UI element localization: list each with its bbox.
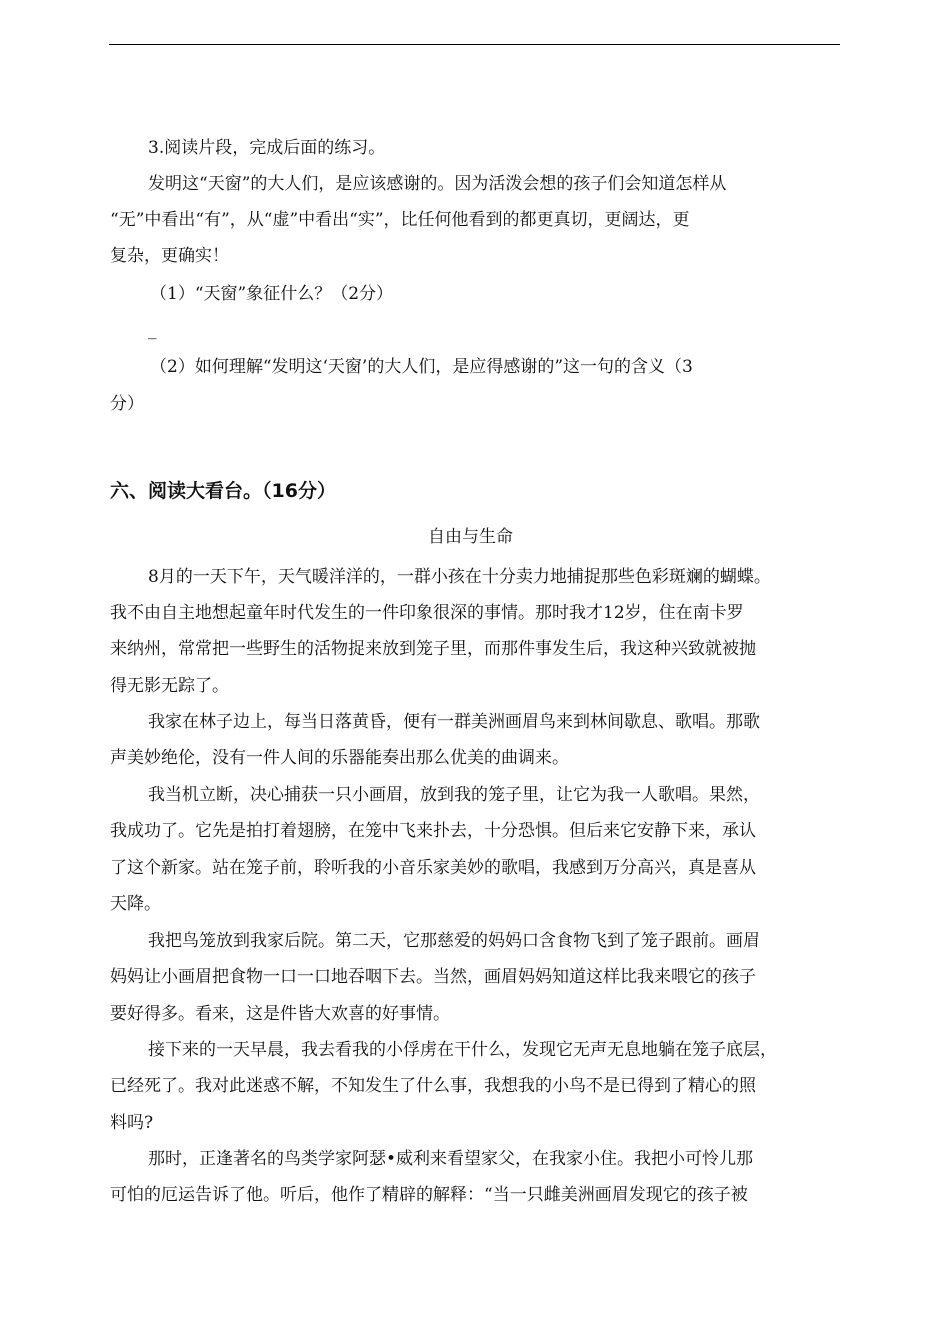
article-line: 我把鸟笼放到我家后院。第二天，它那慈爱的妈妈口含食物飞到了笼子跟前。画眉 — [148, 931, 760, 951]
article-line: 可怕的厄运告诉了他。听后，他作了精辟的解释：“当一只雌美洲画眉发现它的孩子被 — [110, 1185, 748, 1205]
article-line: 天降。 — [110, 894, 161, 914]
question-2-line-1: （2）如何理解“发明这‘天窗’的大人们，是应得感谢的”这一句的含义（3 — [150, 357, 693, 377]
section-heading: 六、阅读大看台。（16分） — [110, 480, 336, 502]
article-line: 妈妈让小画眉把食物一口一口地吞咽下去。当然，画眉妈妈知道这样比我来喂它的孩子 — [110, 967, 756, 987]
article-title: 自由与生命 — [428, 527, 513, 547]
article-line: 接下来的一天早晨，我去看我的小俘虏在干什么，发现它无声无息地躺在笼子底层， — [148, 1040, 777, 1060]
passage-line-1: 发明这“天窗”的大人们，是应该感谢的。因为活泼会想的孩子们会知道怎样从 — [148, 174, 727, 194]
article-line: 要好得多。看来，这是件皆大欢喜的好事情。 — [110, 1004, 450, 1024]
article-line: 声美妙绝伦，没有一件人间的乐器能奏出那么优美的曲调来。 — [110, 748, 569, 768]
article-line: 已经死了。我对此迷惑不解，不知发生了什么事，我想我的小鸟不是已得到了精心的照 — [110, 1076, 756, 1096]
question-2-line-2: 分） — [110, 394, 144, 414]
article-line: 来纳州，常常把一些野生的活物捉来放到笼子里，而那件事发生后，我这种兴致就被抛 — [110, 639, 756, 659]
q3-intro: 3.阅读片段，完成后面的练习。 — [148, 138, 386, 158]
answer-line: _ — [148, 320, 157, 340]
article-line: 那时，正逢著名的鸟类学家阿瑟•威利来看望家父，在我家小住。我把小可怜儿那 — [148, 1149, 754, 1169]
article-line: 我当机立断，决心捕获一只小画眉，放到我的笼子里，让它为我一人歌唱。果然， — [148, 785, 760, 805]
passage-line-3: 复杂，更确实！ — [110, 246, 229, 266]
article-line: 料吗? — [110, 1113, 154, 1133]
passage-line-2: “无”中看出“有”，从“虚”中看出“实”，比任何他看到的都更真切，更阔达，更 — [110, 210, 690, 230]
article-line: 得无影无踪了。 — [110, 676, 229, 696]
article-line: 我不由自主地想起童年时代发生的一件印象很深的事情。那时我才12岁，住在南卡罗 — [110, 603, 744, 623]
article-line: 我家在林子边上，每当日落黄昏，便有一群美洲画眉鸟来到林间歇息、歌唱。那歌 — [148, 712, 760, 732]
article-line: 我成功了。它先是拍打着翅膀，在笼中飞来扑去，十分恐惧。但后来它安静下来，承认 — [110, 821, 756, 841]
question-1: （1）“天窗”象征什么？（2分） — [150, 284, 394, 304]
article-line: 8月的一天下午，天气暖洋洋的，一群小孩在十分卖力地捕捉那些色彩斑斓的蝴蝶。 — [148, 567, 771, 587]
header-rule — [109, 44, 840, 45]
article-line: 了这个新家。站在笼子前，聆听我的小音乐家美妙的歌唱，我感到万分高兴，真是喜从 — [110, 858, 756, 878]
